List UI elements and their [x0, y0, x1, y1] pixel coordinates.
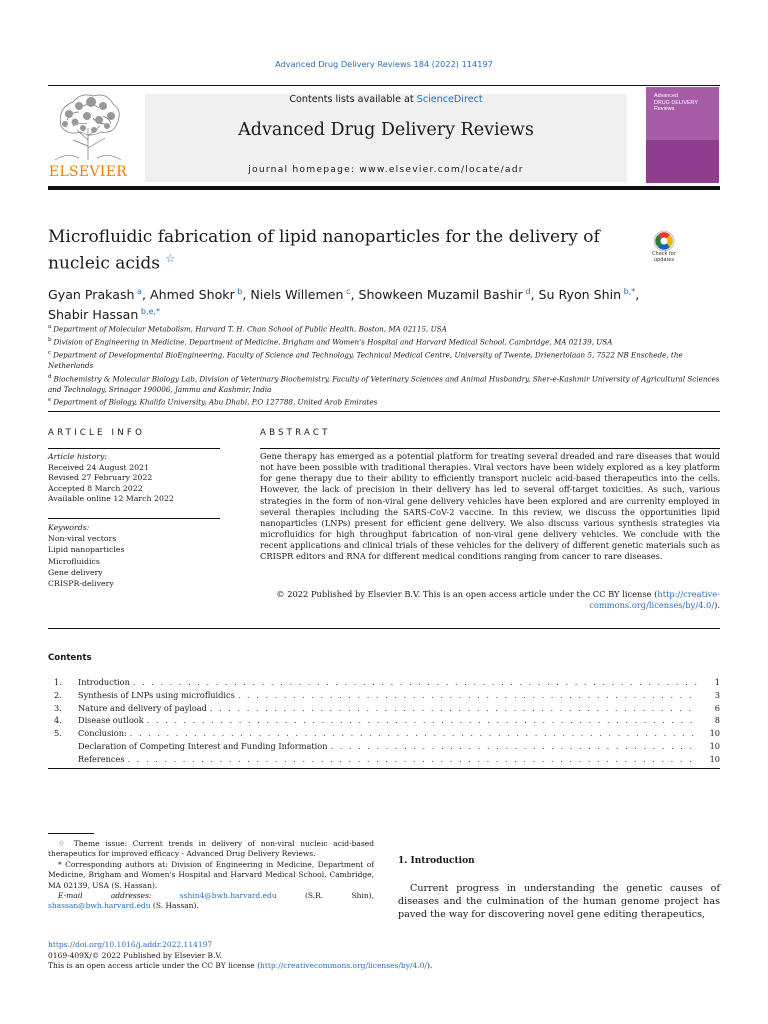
toc-entry[interactable]	[48, 690, 720, 703]
footnote-star-mark: ☆	[58, 839, 69, 848]
keyword-list	[48, 533, 228, 589]
history-list	[48, 463, 228, 505]
contents-prefix: Contents lists available at	[289, 94, 417, 105]
history-item: Available online 12 March 2022	[48, 494, 174, 504]
toc-entry[interactable]	[48, 715, 720, 728]
author-separator: ,	[635, 287, 640, 303]
doi-link[interactable]: https://doi.org/10.1016/j.addr.2022.114197	[48, 940, 213, 949]
cover-title-line: DRUG DELIVERY	[654, 99, 698, 106]
history-item: Accepted 8 March 2022	[48, 483, 143, 493]
affiliation-item	[48, 348, 720, 372]
footnote-rule	[48, 833, 94, 834]
contents-heading: Contents	[48, 653, 92, 663]
toc-entry[interactable]	[48, 703, 720, 716]
email-owner: (S.R. Shin),	[276, 891, 374, 901]
toc-number: 1.	[54, 677, 62, 687]
oa-prefix: This is an open access article under the CC BY license (	[48, 961, 261, 971]
affiliation-text: Biochemistry & Molecular Biology Lab, Division of Veterinary Biochemistry, Faculty of Veterinary Sciences and Animal Husbandry, Sher-e-Kashmir University of Agricultural Sciences and Technology, Srinagar 190006, Jammu and Kashmir, India	[48, 373, 720, 394]
author-name[interactable]: Gyan Prakash	[48, 287, 135, 303]
toc-leader	[128, 754, 697, 764]
toc-title[interactable]: Nature and delivery of payload	[78, 702, 207, 713]
toc-leader	[330, 741, 697, 751]
affiliation-item	[48, 372, 720, 396]
license-link-part1[interactable]: http://creative-	[657, 589, 720, 599]
title-footnote-mark[interactable]: ☆	[165, 252, 176, 265]
author-separator: ,	[242, 287, 251, 303]
abstract-heading: ABSTRACT	[260, 428, 331, 438]
toc-leader	[238, 690, 697, 700]
license-link-part2[interactable]: commons.org/licenses/by/4.0/	[589, 600, 715, 611]
toc-title[interactable]: Introduction	[78, 677, 130, 687]
affiliation-letter: a	[48, 324, 52, 330]
footnote-asterisk-mark: *	[58, 859, 62, 869]
email-label: E-mail addresses:	[58, 891, 152, 901]
issn-line: 0169-409X/© 2022 Published by Elsevier B.V.	[48, 950, 222, 960]
toc-leader	[130, 728, 697, 738]
author-affiliation-mark[interactable]: b,e,*	[138, 307, 161, 317]
toc-title[interactable]: Disease outlook	[78, 715, 144, 726]
keyword-item[interactable]: Lipid nanoparticles	[48, 545, 125, 555]
journal-homepage[interactable]: journal homepage: www.elsevier.com/locate/adr	[248, 164, 524, 175]
toc-page-number[interactable]: 8	[714, 715, 720, 726]
open-access-line	[48, 961, 468, 972]
affiliation-text: Department of Biology, Khalifa University, Abu Dhabi, P.O 127788, United Arab Emirates	[53, 397, 378, 407]
author-separator: ,	[530, 287, 539, 303]
corresponding-footnote	[48, 860, 374, 891]
toc-title[interactable]: Declaration of Competing Interest and Funding Information	[78, 740, 328, 751]
keyword-item[interactable]: Gene delivery	[48, 567, 103, 577]
cover-title-line: Advanced	[654, 93, 678, 99]
corresponding-footnote-text: Corresponding authors at: Division of Engineering in Medicine, Department of Medicine, Brigham and Women's Hospital and Harvard Medical School, Cambridge, MA 02139, USA (S. Hassan).	[48, 859, 374, 890]
header-top-rule	[48, 85, 720, 86]
theme-footnote-text: Theme issue: Current trends in delivery of non-viral nucleic acid-based therapeutics for improved efficacy - Advanced Drug Delivery Reviews.	[48, 839, 374, 859]
article-info-heading: ARTICLE INFO	[48, 428, 146, 438]
author-name[interactable]: Shabir Hassan	[48, 307, 139, 323]
toc-leader	[147, 715, 697, 725]
toc-title[interactable]: Conclusion:	[78, 728, 127, 739]
cover-title-line: Reviews	[654, 106, 675, 112]
affiliation-letter: c	[48, 349, 52, 356]
toc-number: 5.	[54, 728, 62, 739]
affiliation-text: Department of Developmental BioEngineering, Faculty of Science and Technology, Technical Medical Centre, University of Twente, Drienerlolaan 5, 7522 NB Enschede, the Netherlands	[48, 350, 683, 370]
abstract-license	[260, 589, 720, 611]
author-list	[48, 283, 688, 323]
contents-top-rule	[48, 628, 720, 629]
history-item: Revised 27 February 2022	[48, 473, 153, 483]
toc-entry[interactable]	[48, 677, 720, 690]
history-heading: Article history:	[48, 452, 108, 461]
author-affiliation-mark[interactable]: b	[234, 287, 243, 296]
toc-number: 2.	[54, 689, 62, 700]
author-affiliation-mark[interactable]: a	[134, 287, 142, 296]
toc-page-number[interactable]: 1	[714, 677, 720, 687]
oa-suffix: ).	[426, 961, 433, 971]
toc-title[interactable]: Synthesis of LNPs using microfluidics	[78, 689, 235, 700]
author-affiliation-mark[interactable]: c	[343, 287, 351, 296]
toc-page-number[interactable]: 3	[714, 689, 720, 700]
introduction-heading: 1. Introduction	[398, 856, 475, 866]
affiliation-list	[48, 322, 720, 408]
abstract-underline	[260, 448, 720, 449]
article-title-text: Microfluidic fabrication of lipid nanoparticles for the delivery of nucleic acids	[48, 227, 600, 274]
keywords-rule	[48, 518, 220, 519]
affiliation-item	[48, 335, 720, 348]
publisher-logo[interactable]	[47, 90, 129, 182]
author-affiliation-mark[interactable]: b,*	[621, 287, 636, 296]
toc-page-number[interactable]: 10	[709, 728, 720, 739]
cover-title	[654, 93, 714, 113]
license-prefix: © 2022 Published by Elsevier B.V. This is an open access article under the CC BY license (	[276, 589, 658, 599]
check-for-updates-badge[interactable]	[646, 230, 682, 268]
toc-entry[interactable]	[48, 741, 720, 754]
toc-page-number[interactable]: 6	[714, 702, 720, 713]
contents-bottom-rule	[48, 768, 720, 769]
article-info-underline	[48, 448, 220, 449]
author-name[interactable]: Su Ryon Shin	[538, 287, 622, 303]
footnotes	[48, 839, 374, 912]
history-item: Received 24 August 2021	[48, 462, 149, 472]
email-owner: (S. Hassan).	[150, 901, 199, 911]
author-separator: ,	[350, 287, 359, 303]
keywords-heading: Keywords:	[48, 523, 90, 532]
elsevier-wordmark: ELSEVIER	[48, 164, 128, 180]
check-updates-icon	[646, 230, 682, 252]
contents-availability	[145, 94, 627, 105]
toc-entry[interactable]	[48, 754, 720, 767]
affiliation-letter: d	[48, 373, 52, 380]
tree-logo-icon	[47, 90, 129, 162]
author-name[interactable]: Showkeen Muzamil Bashir	[358, 287, 523, 303]
journal-title: Advanced Drug Delivery Reviews	[238, 120, 534, 140]
keywords-block	[48, 522, 228, 589]
doi-block	[48, 940, 468, 972]
toc-page-number[interactable]: 10	[709, 740, 720, 751]
sciencedirect-link[interactable]: ScienceDirect	[416, 94, 483, 105]
article-title	[48, 226, 618, 275]
affiliation-item	[48, 322, 720, 335]
author-name[interactable]: Niels Willemen	[250, 287, 344, 303]
article-history	[48, 452, 228, 505]
toc-page-number[interactable]: 10	[709, 753, 720, 764]
author-separator: ,	[141, 287, 150, 303]
author-name[interactable]: Ahmed Shokr	[149, 287, 235, 303]
theme-footnote	[48, 839, 374, 860]
abstract-body: Gene therapy has emerged as a potential platform for treating several dreaded and rare diseases that would not have been possible with traditional therapies. Viral vectors have been widely explored as a key platform for gene therapy due to their ability to efficiently transport nucleic acid-based therapeutics into the cells. However, the lack of precision in their delivery has led to several off-target toxicities. As such, various strategies in the form of non-viral gene delivery vehicles have been explored and are currenlty employed in several therapies including the SARS-CoV-2 vaccine. In this review, we discuss the opportunities lipid nanoparticles (LNPs) present for efficient gene delivery. We also discuss various synthesis strategies via microfluidics for high throughput fabrication of non-viral gene delivery vehicles. We conclude with the recent applications and clinical trials of these vehicles for the delivery of different genetic materials such as CRISPR editors and RNA for different medical conditions ranging from cancer to rare diseases.	[260, 451, 720, 562]
journal-masthead	[145, 94, 627, 182]
journal-cover-image[interactable]	[646, 87, 719, 183]
toc-number: 4.	[54, 715, 62, 726]
affiliation-letter: b	[48, 336, 52, 343]
toc-entry[interactable]	[48, 728, 720, 741]
journal-citation-link[interactable]: Advanced Drug Delivery Reviews 184 (2022) 114197	[275, 59, 493, 69]
email-footnote	[48, 891, 374, 912]
affiliation-item	[48, 395, 720, 408]
toc-leader	[133, 677, 697, 687]
affiliation-text: Division of Engineering in Medicine, Department of Medicine, Brigham and Women's Hospital and Harvard Medical School, Cambridge, MA 02139, USA	[53, 337, 613, 347]
cover-band	[646, 140, 719, 183]
email-link-shin[interactable]: sshin4@bwh.harvard.edu	[179, 891, 277, 901]
toc-number: 3.	[54, 702, 62, 713]
table-of-contents	[48, 677, 720, 767]
toc-title[interactable]: References	[78, 753, 125, 764]
keyword-item[interactable]: Non-viral vectors	[48, 534, 117, 544]
keyword-item[interactable]: CRISPR-delivery	[48, 579, 114, 589]
affiliation-text: Department of Molecular Metabolism, Harvard T. H. Chan School of Public Health, Boston, MA 02115, USA	[53, 324, 447, 334]
license-suffix: ).	[714, 600, 720, 611]
header-thick-rule	[48, 186, 720, 190]
affiliation-letter: e	[48, 397, 52, 404]
cc-license-link[interactable]: http://creativecommons.org/licenses/by/4.0/	[260, 961, 427, 971]
check-updates-label: Check for updates	[652, 251, 676, 263]
introduction-body: Current progress in understanding the genetic causes of diseases and the culmination of the human genome project has paved the way for discovering novel gene editing therapeutics,	[398, 883, 720, 921]
author-affiliation-mark[interactable]: d	[522, 287, 531, 296]
article-info-rule	[48, 411, 720, 412]
toc-leader	[210, 703, 697, 713]
keyword-item[interactable]: Microfluidics	[48, 556, 100, 566]
email-link-hassan[interactable]: shassan@bwh.harvard.edu	[48, 901, 151, 911]
